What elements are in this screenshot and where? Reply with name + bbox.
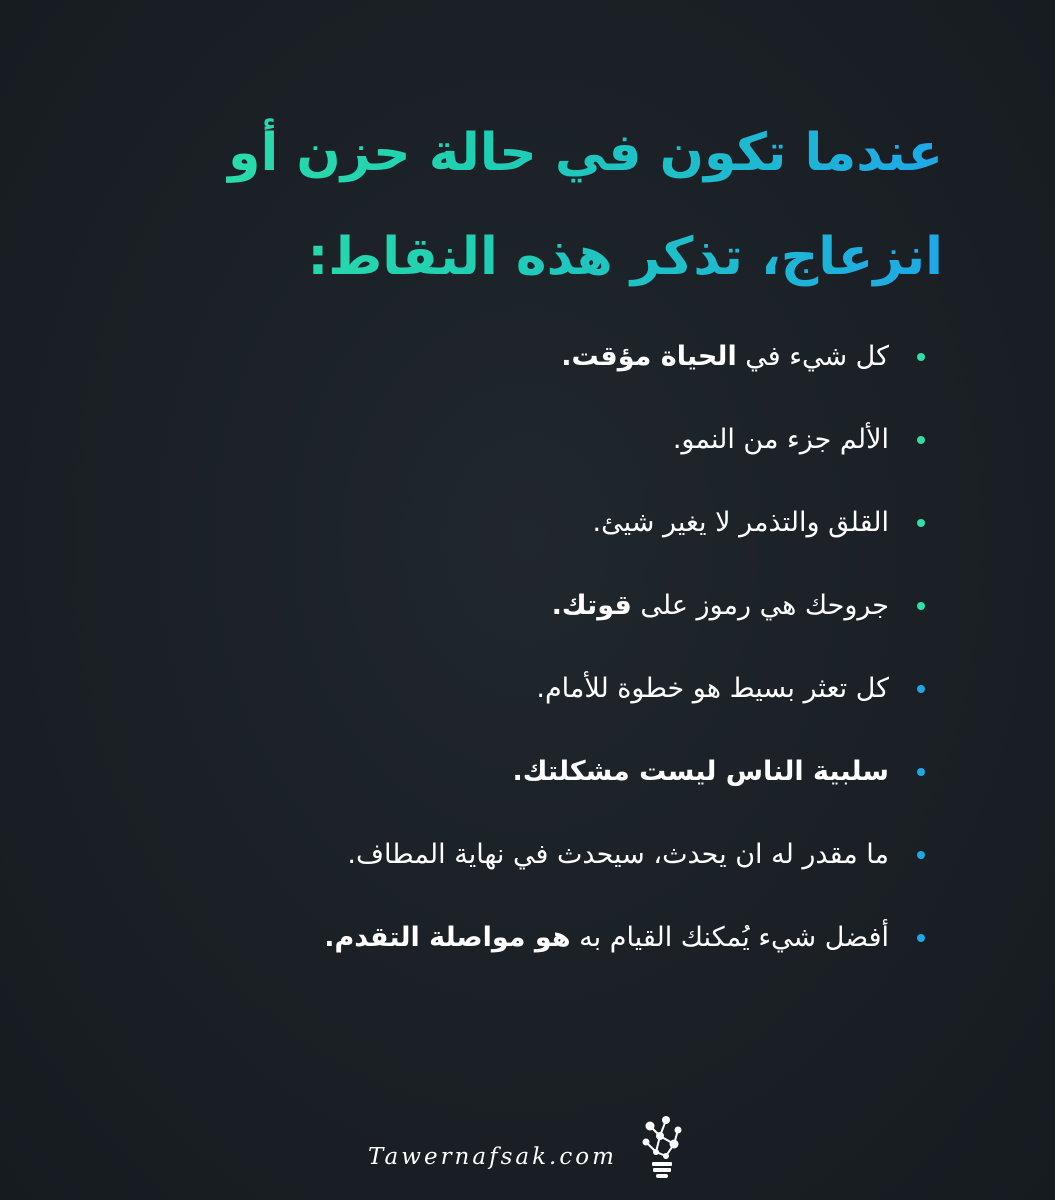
point-text: أفضل شيء يُمكنك القيام به <box>570 922 889 953</box>
list-item <box>129 911 889 994</box>
bullet-dot-icon <box>917 685 925 693</box>
lightbulb-network-icon <box>636 1112 688 1182</box>
bullet-dot-icon <box>917 934 925 942</box>
list-item <box>129 828 889 911</box>
point-text: ما مقدر له ان يحدث، سيحدث في نهاية المطاف. <box>347 839 889 870</box>
point-text: كل تعثر بسيط هو خطوة للأمام. <box>536 673 889 704</box>
title-line-1: عندما تكون في حالة حزن أو <box>228 122 943 183</box>
list-item <box>129 413 889 496</box>
bullet-dot-icon <box>917 851 925 859</box>
footer <box>364 1112 694 1182</box>
bullet-dot-icon <box>917 768 925 776</box>
title-line-2: انزعاج، تذكر هذه النقاط: <box>307 226 943 287</box>
point-text-bold: قوتك. <box>551 590 632 621</box>
bullet-dot-icon <box>917 436 925 444</box>
bullet-dot-icon <box>917 519 925 527</box>
point-text: القلق والتذمر لا يغير شيئ. <box>592 507 889 538</box>
points-list <box>129 330 889 994</box>
page-title <box>113 101 943 309</box>
list-item <box>129 662 889 745</box>
point-text-bold: الحياة مؤقت. <box>561 341 737 372</box>
point-text: جروحك هي رموز على <box>631 590 889 621</box>
bullet-dot-icon <box>917 602 925 610</box>
list-item <box>129 579 889 662</box>
point-text: كل شيء في <box>736 341 889 372</box>
point-text-bold: هو مواصلة التقدم. <box>324 922 571 953</box>
point-text: الألم جزء من النمو. <box>672 424 889 455</box>
list-item <box>129 745 889 828</box>
brand-name[interactable]: Tawernafsak.com <box>368 1144 617 1170</box>
list-item <box>129 330 889 413</box>
bullet-dot-icon <box>917 353 925 361</box>
list-item <box>129 496 889 579</box>
point-text-bold: سلبية الناس ليست مشكلتك. <box>512 756 889 787</box>
